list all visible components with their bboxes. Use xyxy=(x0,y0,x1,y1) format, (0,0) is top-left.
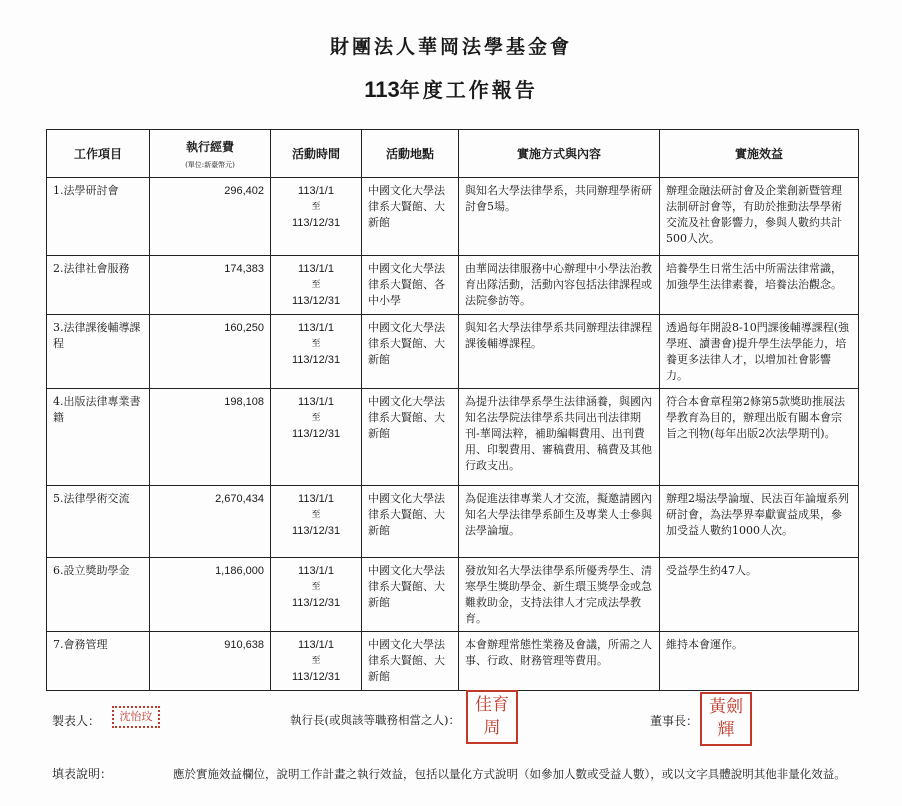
time-to: 至 xyxy=(311,339,321,349)
cell-item: 4.出版法律專業書籍 xyxy=(47,389,150,486)
report-title xyxy=(0,74,902,103)
time-end: 113/12/31 xyxy=(291,525,341,537)
notes-text: 應於實施效益欄位，說明工作計畫之執行效益，包括以量化方式說明（如參加人數或受益人數），或以文字具體說明其他非量化效益。 xyxy=(173,767,846,781)
table-row xyxy=(47,558,859,632)
time-to: 至 xyxy=(311,656,321,666)
col-header-time: 活動時間 xyxy=(271,130,362,178)
time-end: 113/12/31 xyxy=(291,295,341,307)
cell-effect: 受益學生約47人。 xyxy=(660,558,859,632)
cell-effect: 辦理2場法學論壇、民法百年論壇系列研討會，為法學界奉獻實益成果，參加受益人數約1000人次。 xyxy=(660,486,859,558)
time-start: 113/1/1 xyxy=(298,263,334,275)
cell-effect: 維持本會運作。 xyxy=(660,632,859,691)
chairman-stamp xyxy=(700,692,752,746)
report-title-suffix: 年度工作報告 xyxy=(399,78,538,102)
time-to: 至 xyxy=(311,582,321,592)
cell-place: 中國文化大學法律系大賢館、大新館 xyxy=(362,632,459,691)
cell-item: 6.設立獎助學金 xyxy=(47,558,150,632)
cell-content: 本會辦理常態性業務及會議，所需之人事、行政、財務管理等費用。 xyxy=(459,632,660,691)
col-header-funding xyxy=(150,130,271,178)
col-header-content: 實施方式與內容 xyxy=(459,130,660,178)
cell-place: 中國文化大學法律系大賢館、大新館 xyxy=(362,315,459,389)
time-start: 113/1/1 xyxy=(298,322,334,334)
cell-item: 2.法律社會服務 xyxy=(47,256,150,315)
cell-place: 中國文化大學法律系大賢館、大新館 xyxy=(362,389,459,486)
cell-place: 中國文化大學法律系大賢館、各中小學 xyxy=(362,256,459,315)
cell-effect: 辦理金融法研討會及企業創新暨管理法制研討會等，有助於推動法學學術交流及社會影響力，參與人數約共計500人次。 xyxy=(660,178,859,256)
cell-funding: 2,670,434 xyxy=(150,486,271,558)
time-end: 113/12/31 xyxy=(291,217,341,229)
table-header-row xyxy=(47,130,859,178)
cell-funding: 160,250 xyxy=(150,315,271,389)
cell-content: 與知名大學法律學系，共同辦理學術研討會5場。 xyxy=(459,178,660,256)
time-start: 113/1/1 xyxy=(298,185,334,197)
preparer-label: 製表人： xyxy=(52,714,101,728)
time-to: 至 xyxy=(311,510,321,520)
chairman-stamp-text: 黃劍輝 xyxy=(709,697,743,740)
preparer-stamp xyxy=(112,706,160,728)
time-to: 至 xyxy=(311,280,321,290)
col-header-item: 工作項目 xyxy=(47,130,150,178)
cell-effect: 培養學生日常生活中所需法律常識，加強學生法律素養，培養法治觀念。 xyxy=(660,256,859,315)
cell-funding: 174,383 xyxy=(150,256,271,315)
executive-stamp xyxy=(466,690,518,744)
table-row xyxy=(47,178,859,256)
time-end: 113/12/31 xyxy=(291,354,341,366)
time-start: 113/1/1 xyxy=(298,565,334,577)
col-header-funding-label: 執行經費 xyxy=(185,139,234,154)
cell-time xyxy=(271,389,362,486)
cell-effect: 符合本會章程第2條第5款獎助推展法學教育為目的，辦理出版有關本會宗旨之刊物(每年出版2次法學期刊)。 xyxy=(660,389,859,486)
time-to: 至 xyxy=(311,413,321,423)
cell-funding: 198,108 xyxy=(150,389,271,486)
cell-time xyxy=(271,178,362,256)
cell-content: 發放知名大學法律學系所優秀學生、清寒學生獎助學金、新生環玉獎學金或急難救助金，支持法律人才完成法學教育。 xyxy=(459,558,660,632)
cell-place: 中國文化大學法律系大賢館、大新館 xyxy=(362,486,459,558)
cell-item: 7.會務管理 xyxy=(47,632,150,691)
time-end: 113/12/31 xyxy=(291,597,341,609)
executive-label: 執行長(或與該等職務相當之人)： xyxy=(290,713,460,727)
table-row xyxy=(47,389,859,486)
table-row xyxy=(47,256,859,315)
cell-time xyxy=(271,315,362,389)
cell-place: 中國文化大學法律系大賢館、大新館 xyxy=(362,178,459,256)
cell-funding: 1,186,000 xyxy=(150,558,271,632)
table-row xyxy=(47,632,859,691)
time-end: 113/12/31 xyxy=(291,671,341,683)
cell-content: 為促進法律專業人才交流，擬邀請國內知名大學法律學系師生及專業人士參與法學論壇。 xyxy=(459,486,660,558)
cell-content: 為提升法律學系學生法律涵養，與國內知名法學院法律學系共同出刊法律期刊-華岡法粹，補助編輯費用、出刊費用、印製費用、審稿費用、稿費及其他行政支出。 xyxy=(459,389,660,486)
table-row xyxy=(47,486,859,558)
col-header-place: 活動地點 xyxy=(362,130,459,178)
cell-content: 由華岡法律服務中心辦理中小學法治教育出隊活動，活動內容包括法律課程或法院參訪等。 xyxy=(459,256,660,315)
cell-time xyxy=(271,256,362,315)
notes-label: 填表說明： xyxy=(52,767,113,781)
time-start: 113/1/1 xyxy=(298,493,334,505)
col-header-funding-unit: (單位:新臺幣元) xyxy=(185,160,235,169)
cell-funding: 296,402 xyxy=(150,178,271,256)
organization-title: 財團法人華岡法學基金會 xyxy=(329,36,572,58)
work-report-table xyxy=(46,129,859,691)
cell-funding: 910,638 xyxy=(150,632,271,691)
table-row xyxy=(47,315,859,389)
report-year: 113 xyxy=(364,77,400,102)
cell-time xyxy=(271,486,362,558)
cell-effect: 透過每年開設8-10門課後輔導課程(強學班、讀書會)提升學生法學能力，培養更多法律人才，以增加社會影響力。 xyxy=(660,315,859,389)
cell-content: 與知名大學法律學系共同辦理法律課程課後輔導課程。 xyxy=(459,315,660,389)
cell-item: 1.法學研討會 xyxy=(47,178,150,256)
time-to: 至 xyxy=(311,202,321,212)
cell-item: 5.法律學術交流 xyxy=(47,486,150,558)
executive-stamp-text: 佳育周 xyxy=(475,695,509,738)
preparer-stamp-text: 沈怡玟 xyxy=(119,710,153,723)
cell-item: 3.法律課後輔導課程 xyxy=(47,315,150,389)
chairman-label: 董事長： xyxy=(650,714,699,728)
time-start: 113/1/1 xyxy=(298,396,334,408)
col-header-effect: 實施效益 xyxy=(660,130,859,178)
time-start: 113/1/1 xyxy=(298,639,334,651)
cell-time xyxy=(271,632,362,691)
cell-place: 中國文化大學法律系大賢館、大新館 xyxy=(362,558,459,632)
time-end: 113/12/31 xyxy=(291,428,341,440)
cell-time xyxy=(271,558,362,632)
